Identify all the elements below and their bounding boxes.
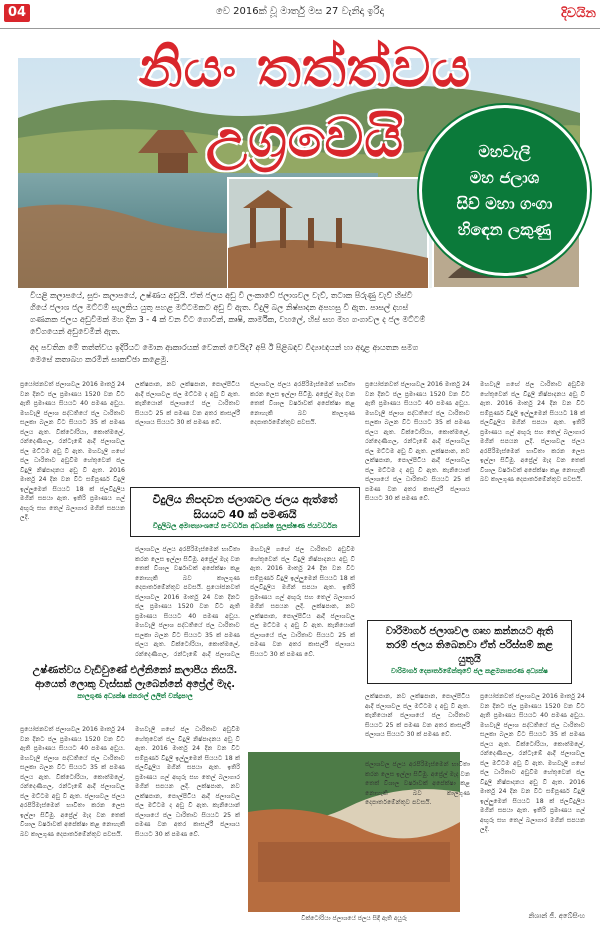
subheading-byline: කාලගුණ අධ්‍යක්ෂ ජනරාල් ලලිත් චන්ද්‍රපාල — [77, 692, 193, 700]
callout-line: සිව් මහා ගංගා — [456, 193, 553, 213]
body-text: මහවැලි ගඟේ ජල ධාරිතාව අඩුවීම හේතුවෙන් ජල විදුලි නිෂ්පාදනය අඩු වී ඇත. 2016 මාර්තු 24 දින වන විට සම්පූර්ණ විදුලි ඉල්ලුමෙන් සියයට 18 ක් ජලවිදුලිය මගින් සපයා ඇත. ඉතිරි ප්‍රමාණය ගල් අඟුරු සහ තෙල් බලාගාර මගින් සපයන ලදි. — [20, 447, 125, 521]
subheading-box-irrigation — [367, 620, 572, 684]
subheading-title: වාරිමාර්ග ජලාශවල ගෘහ කන්නයට ඇති තරම් ජලය තිබෙනවා ඒත් පරිස්සම් කළ යුතුයි — [385, 626, 554, 665]
subheading-title: විදුලිය නිපදවන ජලාශවල ජලය ඇත්තේ සියයට 40 ක් පමණයි — [152, 493, 338, 521]
body-text: ලක්ෂපාන, නව ලක්ෂපාන, පොල්පිටිය ආදී ජලාශවල ජල මට්ටම ද අඩු වී ඇත. කැනියොන් ජලාශයේ ජල ධාරිතාව සියයට 25 ක් පමණ වන අතර කාසල්රී ජලාශය සියයට 30 ක් පමණ වේ. — [250, 603, 355, 658]
subheading-box-hydro — [130, 487, 360, 537]
body-text: මහවැලි ගඟේ ජල ධාරිතාව අඩුවීම හේතුවෙන් ජල විදුලි නිෂ්පාදනය අඩු වී ඇත. 2016 මාර්තු 24 දින වන විට සම්පූර්ණ විදුලි ඉල්ලුමෙන් සියයට 18 ක් ජලවිදුලිය මගින් සපයා ඇත. ඉතිරි ප්‍රමාණය ගල් අඟුරු සහ තෙල් බලාගාර මගින් සපයන ලදි. — [250, 546, 355, 610]
body-text: ප්‍රයෝජනවත් ජලාශවල 2016 මාර්තු 24 වන දිනට ජල ප්‍රමාණය 1520 වන විට ඇති ප්‍රමාණය සියයට 40 පමණ අඩුය. මහවැලි ජලාශ පද්ධතියේ ජල ධාරිතාව සලකා බලන විට සියයට 35 ක් පමණ ජලය ඇත. වික්ටෝරියා, කොත්මලේ, රන්දෙණිගල, රන්ටැඹේ ආදී ජලාශවල ජල මට්ටම අඩු වී ඇත. — [20, 381, 125, 455]
article-column — [135, 725, 240, 925]
article-column — [20, 380, 125, 650]
body-text: මහවැලි ගඟේ ජල ධාරිතාව අඩුවීම හේතුවෙන් ජල විදුලි නිෂ්පාදනය අඩු වී ඇත. 2016 මාර්තු 24 දින වන විට සම්පූර්ණ විදුලි ඉල්ලුමෙන් සියයට 18 ක් ජලවිදුලිය මගින් සපයා ඇත. ඉතිරි ප්‍රමාණය ගල් අඟුරු සහ තෙල් බලාගාර මගින් සපයන ලදි. — [480, 381, 585, 445]
author-name: නිශාන් ජී. අබේසිංහ — [528, 912, 585, 920]
intro-text-2: අද පවතින මේ තත්ත්වය ඉදිරියට මොන ආකාරයක් වෙනත් වෙයිද? අපි ඊ පිළිබඳව විද්‍යාඥයන් හා අදාළ ආයතන සමග මෙසේ කතාබහ කරමින් සාකච්ඡා කළෙමු. — [30, 343, 419, 364]
article-column — [365, 380, 470, 590]
article-column — [480, 692, 585, 902]
body-text: ජලාශවල ජලය අරපිරිමැස්මෙන් භාවිතා කරන ලෙස ඉල්ලා සිටිමු. අප්‍රේල් මැද වන තෙක් විශාල වර්ෂාවක් අපේක්ෂා කළ නොහැකි බව කාලගුණ දෙපාර්තමේන්තුව පවසයි. — [135, 546, 240, 591]
body-text: ලක්ෂපාන, නව ලක්ෂපාන, පොල්පිටිය ආදී ජලාශවල ජල මට්ටම ද අඩු වී ඇත. කැනියොන් ජලාශයේ ජල ධාරිතාව සියයට 25 ක් පමණ වන අතර කාසල්රී ජලාශය සියයට 30 ක් පමණ වේ. — [365, 447, 470, 502]
intro-text: වියළි කලාපයේ, සුළුං කලාපයේ, උෂ්ණය අඩුයි. ඒත් ජලය අඩු වී ලංකාවේ ජලාශවල වැව්, තටාක පිරුණු වැව් හිස්වී ගියේ ජලාශ ජල මට්ටම් සැලකිය යුතු පහළ මට්ටමකට අඩු වී ඇත. විදුලි බල නිෂ්පාදන අපහසු වී ඇත. පාසල් දහස් ගණනක ජලය අඩුවීමක් මහ දින 3 - 4 ක් වන විට ගොවීන්, කෘෂි, කාර්මික, වහලේ, හිස් සහ මහ ගංගාවල ද ජල මට්ටම් වේගයෙන් අඩුවෙමින් ඇත. — [30, 291, 426, 336]
issue-date: වෙ 2016ක් වූ මාර්තු මස 27 වැනිදා ඉරිදා — [215, 6, 385, 17]
body-text: ලක්ෂපාන, නව ලක්ෂපාන, පොල්පිටිය ආදී ජලාශවල ජල මට්ටම ද අඩු වී ඇත. කැනියොන් ජලාශයේ ජල ධාරිතාව සියයට 25 ක් පමණ වන අතර කාසල්රී ජලාශය සියයට 30 ක් පමණ වේ. — [365, 693, 470, 738]
body-text: ලක්ෂපාන, නව ලක්ෂපාන, පොල්පිටිය ආදී ජලාශවල ජල මට්ටම ද අඩු වී ඇත. කැනියොන් ජලාශයේ ජල ධාරිතාව සියයට 25 ක් පමණ වන අතර කාසල්රී ජලාශය සියයට 30 ක් පමණ වේ. — [135, 381, 240, 426]
body-text: ජලාශවල ජලය අරපිරිමැස්මෙන් භාවිතා කරන ලෙස ඉල්ලා සිටිමු. අප්‍රේල් මැද වන තෙක් විශාල වර්ෂාවක් අපේක්ෂා කළ නොහැකි බව කාලගුණ දෙපාර්තමේන්තුව පවසයි. — [250, 381, 355, 426]
subheading-box-weather — [20, 660, 250, 718]
article-column — [250, 380, 355, 480]
body-text: ප්‍රයෝජනවත් ජලාශවල 2016 මාර්තු 24 වන දිනට ජල ප්‍රමාණය 1520 වන විට ඇති ප්‍රමාණය සියයට 40 පමණ අඩුය. මහවැලි ජලාශ පද්ධතියේ ජල ධාරිතාව සලකා බලන විට සියයට 35 ක් පමණ ජලය ඇත. වික්ටෝරියා, කොත්මලේ, රන්දෙණිගල, රන්ටැඹේ ආදී ජලාශවල ජල මට්ටම අඩු වී ඇත. — [20, 726, 125, 800]
body-text: ජලාශවල ජලය අරපිරිමැස්මෙන් භාවිතා කරන ලෙස ඉල්ලා සිටිමු. අප්‍රේල් මැද වන තෙක් විශාල වර්ෂාවක් අපේක්ෂා කළ නොහැකි බව කාලගුණ දෙපාර්තමේන්තුව පවසයි. — [480, 438, 585, 483]
callout-circle — [419, 105, 590, 276]
body-text: මහවැලි ගඟේ ජල ධාරිතාව අඩුවීම හේතුවෙන් ජල විදුලි නිෂ්පාදනය අඩු වී ඇත. 2016 මාර්තු 24 දින වන විට සම්පූර්ණ විදුලි ඉල්ලුමෙන් සියයට 18 ක් ජලවිදුලිය මගින් සපයා ඇත. ඉතිරි ප්‍රමාණය ගල් අඟුරු සහ තෙල් බලාගාර මගින් සපයන ලදි. — [480, 759, 585, 833]
callout-line: මහවැලි — [478, 141, 531, 161]
callout-line: හිඳෙන ලකුණු — [457, 219, 552, 239]
subheading-byline: විදුලිබල අමාත්‍යාංශයේ සංවර්ධන අධ්‍යක්ෂ සුලක්ෂණ ජයවර්ධන — [152, 522, 338, 530]
body-text: ජලාශවල ජලය අරපිරිමැස්මෙන් භාවිතා කරන ලෙස ඉල්ලා සිටිමු. අප්‍රේල් මැද වන තෙක් විශාල වර්ෂාවක් අපේක්ෂා කළ නොහැකි බව කාලගුණ දෙපාර්තමේන්තුව පවසයි. — [20, 792, 125, 838]
article-column — [250, 545, 355, 785]
article-column — [365, 760, 470, 900]
intro-paragraph — [30, 290, 430, 366]
subheading-title: උෂ්ණත්වය වැඩිවුණේ එල්නිනෝ කලාපීය නිසයි. ආයෙත් ලොකු වැස්සක් ලැබෙන්නේ අප්‍රේල් මැද. — [32, 665, 238, 690]
newspaper-logo: දිවයින — [560, 6, 596, 21]
body-text: මහවැලි ගඟේ ජල ධාරිතාව අඩුවීම හේතුවෙන් ජල විදුලි නිෂ්පාදනය අඩු වී ඇත. 2016 මාර්තු 24 දින වන විට සම්පූර්ණ විදුලි ඉල්ලුමෙන් සියයට 18 ක් ජලවිදුලිය මගින් සපයා ඇත. ඉතිරි ප්‍රමාණය ගල් අඟුරු සහ තෙල් බලාගාර මගින් සපයන ලදි. — [135, 726, 240, 790]
subheading-byline: වාරිමාර්ග දෙපාර්තමේන්තුවේ ජල කළමනාකරණ අධ්‍යක්ෂ — [391, 667, 548, 675]
article-column — [135, 380, 240, 480]
article-column — [20, 725, 125, 925]
body-text: ජලාශවල ජලය අරපිරිමැස්මෙන් භාවිතා කරන ලෙස ඉල්ලා සිටිමු. අප්‍රේල් මැද වන තෙක් විශාල වර්ෂාවක් අපේක්ෂා කළ නොහැකි බව කාලගුණ දෙපාර්තමේන්තුව පවසයි. — [365, 761, 470, 806]
headline: නියං තත්ත්වය උග්‍රවෙයි — [138, 35, 472, 169]
callout-line: මහ ජලාශ — [469, 167, 540, 187]
body-text: ලක්ෂපාන, නව ලක්ෂපාන, පොල්පිටිය ආදී ජලාශවල ජල මට්ටම ද අඩු වී ඇත. කැනියොන් ජලාශයේ ජල ධාරිතාව සියයට 25 ක් පමණ වන අතර කාසල්රී ජලාශය සියයට 30 ක් පමණ වේ. — [135, 783, 240, 838]
article-column — [480, 380, 585, 620]
photo-caption: වික්ටෝරියා ජලාශයේ ජලය සිඳී ඇති අයුරු — [301, 915, 407, 922]
page-header — [0, 0, 600, 29]
body-text: ප්‍රයෝජනවත් ජලාශවල 2016 මාර්තු 24 වන දිනට ජල ප්‍රමාණය 1520 වන විට ඇති ප්‍රමාණය සියයට 40 පමණ අඩුය. මහවැලි ජලාශ පද්ධතියේ ජල ධාරිතාව සලකා බලන විට සියයට 35 ක් පමණ ජලය ඇත. වික්ටෝරියා, කොත්මලේ, රන්දෙණිගල, රන්ටැඹේ ආදී ජලාශවල ජල මට්ටම අඩු වී ඇත. — [480, 693, 585, 767]
body-text: ප්‍රයෝජනවත් ජලාශවල 2016 මාර්තු 24 වන දිනට ජල ප්‍රමාණය 1520 වන විට ඇති ප්‍රමාණය සියයට 40 පමණ අඩුය. මහවැලි ජලාශ පද්ධතියේ ජල ධාරිතාව සලකා බලන විට සියයට 35 ක් පමණ ජලය ඇත. වික්ටෝරියා, කොත්මලේ, රන්දෙණිගල, රන්ටැඹේ ආදී ජලාශවල ජල මට්ටම අඩු වී ඇත. — [365, 381, 470, 455]
body-text: ප්‍රයෝජනවත් ජලාශවල 2016 මාර්තු 24 වන දිනට ජල ප්‍රමාණය 1520 වන විට ඇති ප්‍රමාණය සියයට 40 පමණ අඩුය. මහවැලි ජලාශ පද්ධතියේ ජල ධාරිතාව සලකා බලන විට සියයට 35 ක් පමණ ජලය ඇත. වික්ටෝරියා, කොත්මලේ, රන්දෙණිගල, රන්ටැඹේ ආදී ජලාශවල — [135, 584, 240, 658]
article-column — [365, 692, 470, 752]
page-number: 04 — [4, 4, 30, 22]
